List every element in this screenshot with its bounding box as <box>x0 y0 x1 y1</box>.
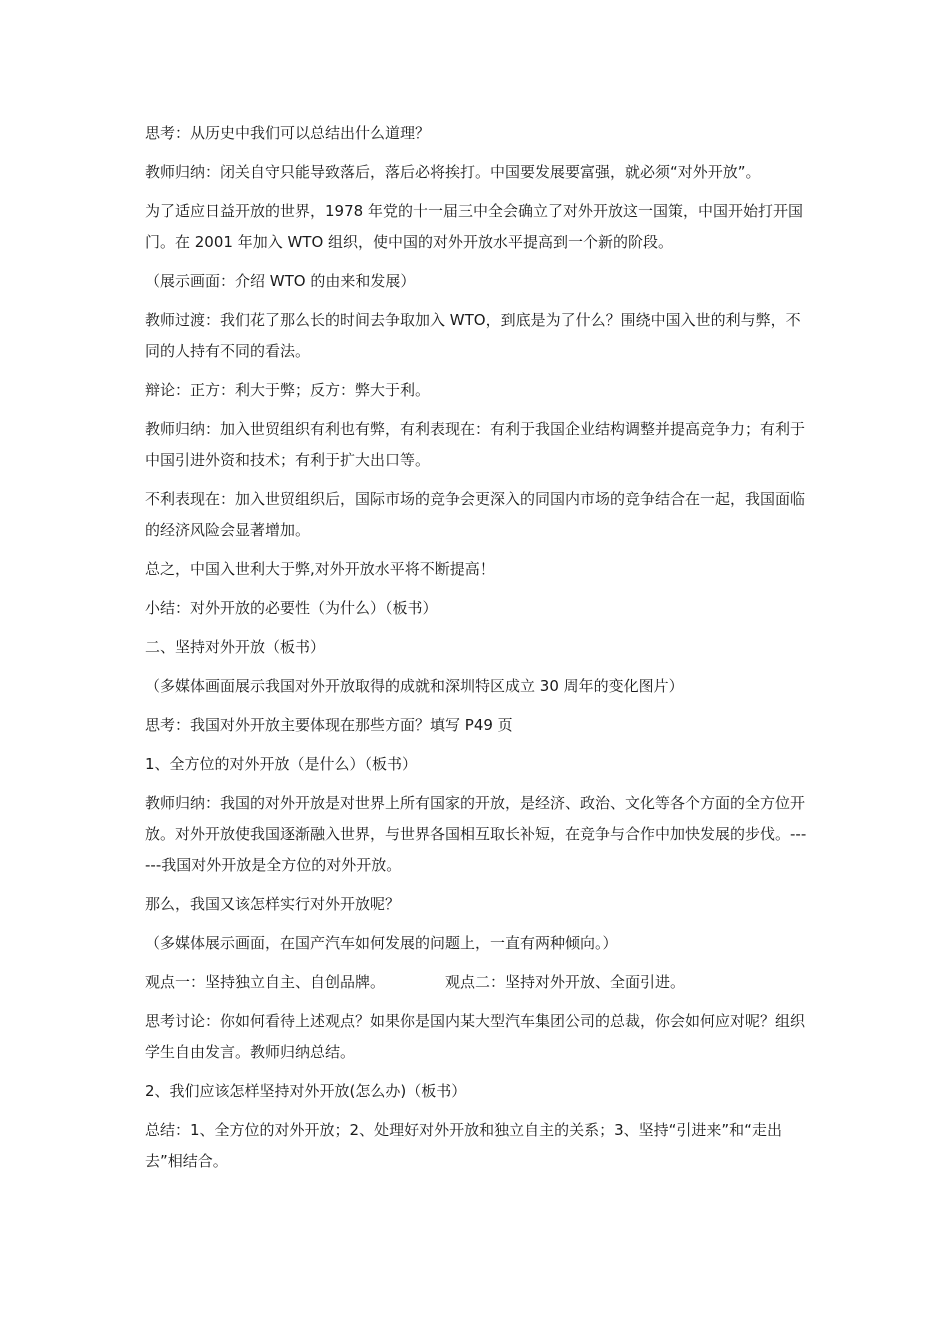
paragraph-question-how: 那么，我国又该怎样实行对外开放呢？ <box>145 895 401 913</box>
section-heading-two: 二、坚持对外开放（板书） <box>145 638 326 656</box>
paragraph-teacher-summary-pros: 教师归纳：加入世贸组织有利也有弊，有利表现在：有利于我国企业结构调整并提高竞争力；有利于中国引进外资和技术；有利于扩大出口等。 <box>145 420 806 469</box>
paragraph-brief-summary: 小结：对外开放的必要性（为什么）（板书） <box>145 599 438 617</box>
paragraph-multimedia-shenzhen: （多媒体画面展示我国对外开放取得的成就和深圳特区成立 30 周年的变化图片） <box>145 677 684 695</box>
paragraph-discussion: 思考讨论：你如何看待上述观点？如果你是国内某大型汽车集团公司的总裁，你会如何应对呢？组织学生自由发言。教师归纳总结。 <box>145 1012 806 1061</box>
paragraph-opening-policy: 为了适应日益开放的世界，1978 年党的十一届三中全会确立了对外开放这一国策，中国开始打开国门。在 2001 年加入 WTO 组织，使中国的对外开放水平提高到一个新的阶段。 <box>145 202 803 251</box>
paragraph-debate: 辩论：正方：利大于弊；反方：弊大于利。 <box>145 381 431 399</box>
paragraph-conclusion: 总之，中国入世利大于弊,对外开放水平将不断提高！ <box>145 560 495 578</box>
document-body <box>145 118 810 1185</box>
paragraph-multimedia-cars: （多媒体展示画面，在国产汽车如何发展的问题上，一直有两种倾向。） <box>145 934 618 952</box>
viewpoints-line <box>145 967 810 998</box>
viewpoint-two: 观点二：坚持对外开放、全面引进。 <box>445 973 686 991</box>
paragraph-cons: 不利表现在：加入世贸组织后，国际市场的竞争会更深入的同国内市场的竞争结合在一起，我国面临的经济风险会显著增加。 <box>145 490 806 539</box>
paragraph-teacher-summary-closed: 教师归纳：闭关自守只能导致落后，落后必将挨打。中国要发展要富强，就必须“对外开放”。 <box>145 163 761 181</box>
paragraph-teacher-summary-allround: 教师归纳：我国的对外开放是对世界上所有国家的开放，是经济、政治、文化等各个方面的全方位开放。对外开放使我国逐渐融入世界，与世界各国相互取长补短，在竞争与合作中加快发展的步伐。------我国对外开放是全方位的对外开放。 <box>145 794 807 874</box>
paragraph-final-summary: 总结：1、全方位的对外开放；2、处理好对外开放和独立自主的关系；3、坚持“引进来”和“走出去”相结合。 <box>145 1121 782 1170</box>
paragraph-think-history: 思考：从历史中我们可以总结出什么道理？ <box>145 124 431 142</box>
subheading-one: 1、全方位的对外开放（是什么）（板书） <box>145 755 418 773</box>
viewpoint-one: 观点一：坚持独立自主、自创品牌。 <box>145 973 386 991</box>
subheading-two: 2、我们应该怎样坚持对外开放(怎么办)（板书） <box>145 1082 467 1100</box>
paragraph-think-aspects: 思考：我国对外开放主要体现在那些方面？填写 P49 页 <box>145 716 513 734</box>
paragraph-teacher-transition: 教师过渡：我们花了那么长的时间去争取加入 WTO，到底是为了什么？围绕中国入世的利与弊，不同的人持有不同的看法。 <box>145 311 801 360</box>
paragraph-show-wto: （展示画面：介绍 WTO 的由来和发展） <box>145 272 416 290</box>
